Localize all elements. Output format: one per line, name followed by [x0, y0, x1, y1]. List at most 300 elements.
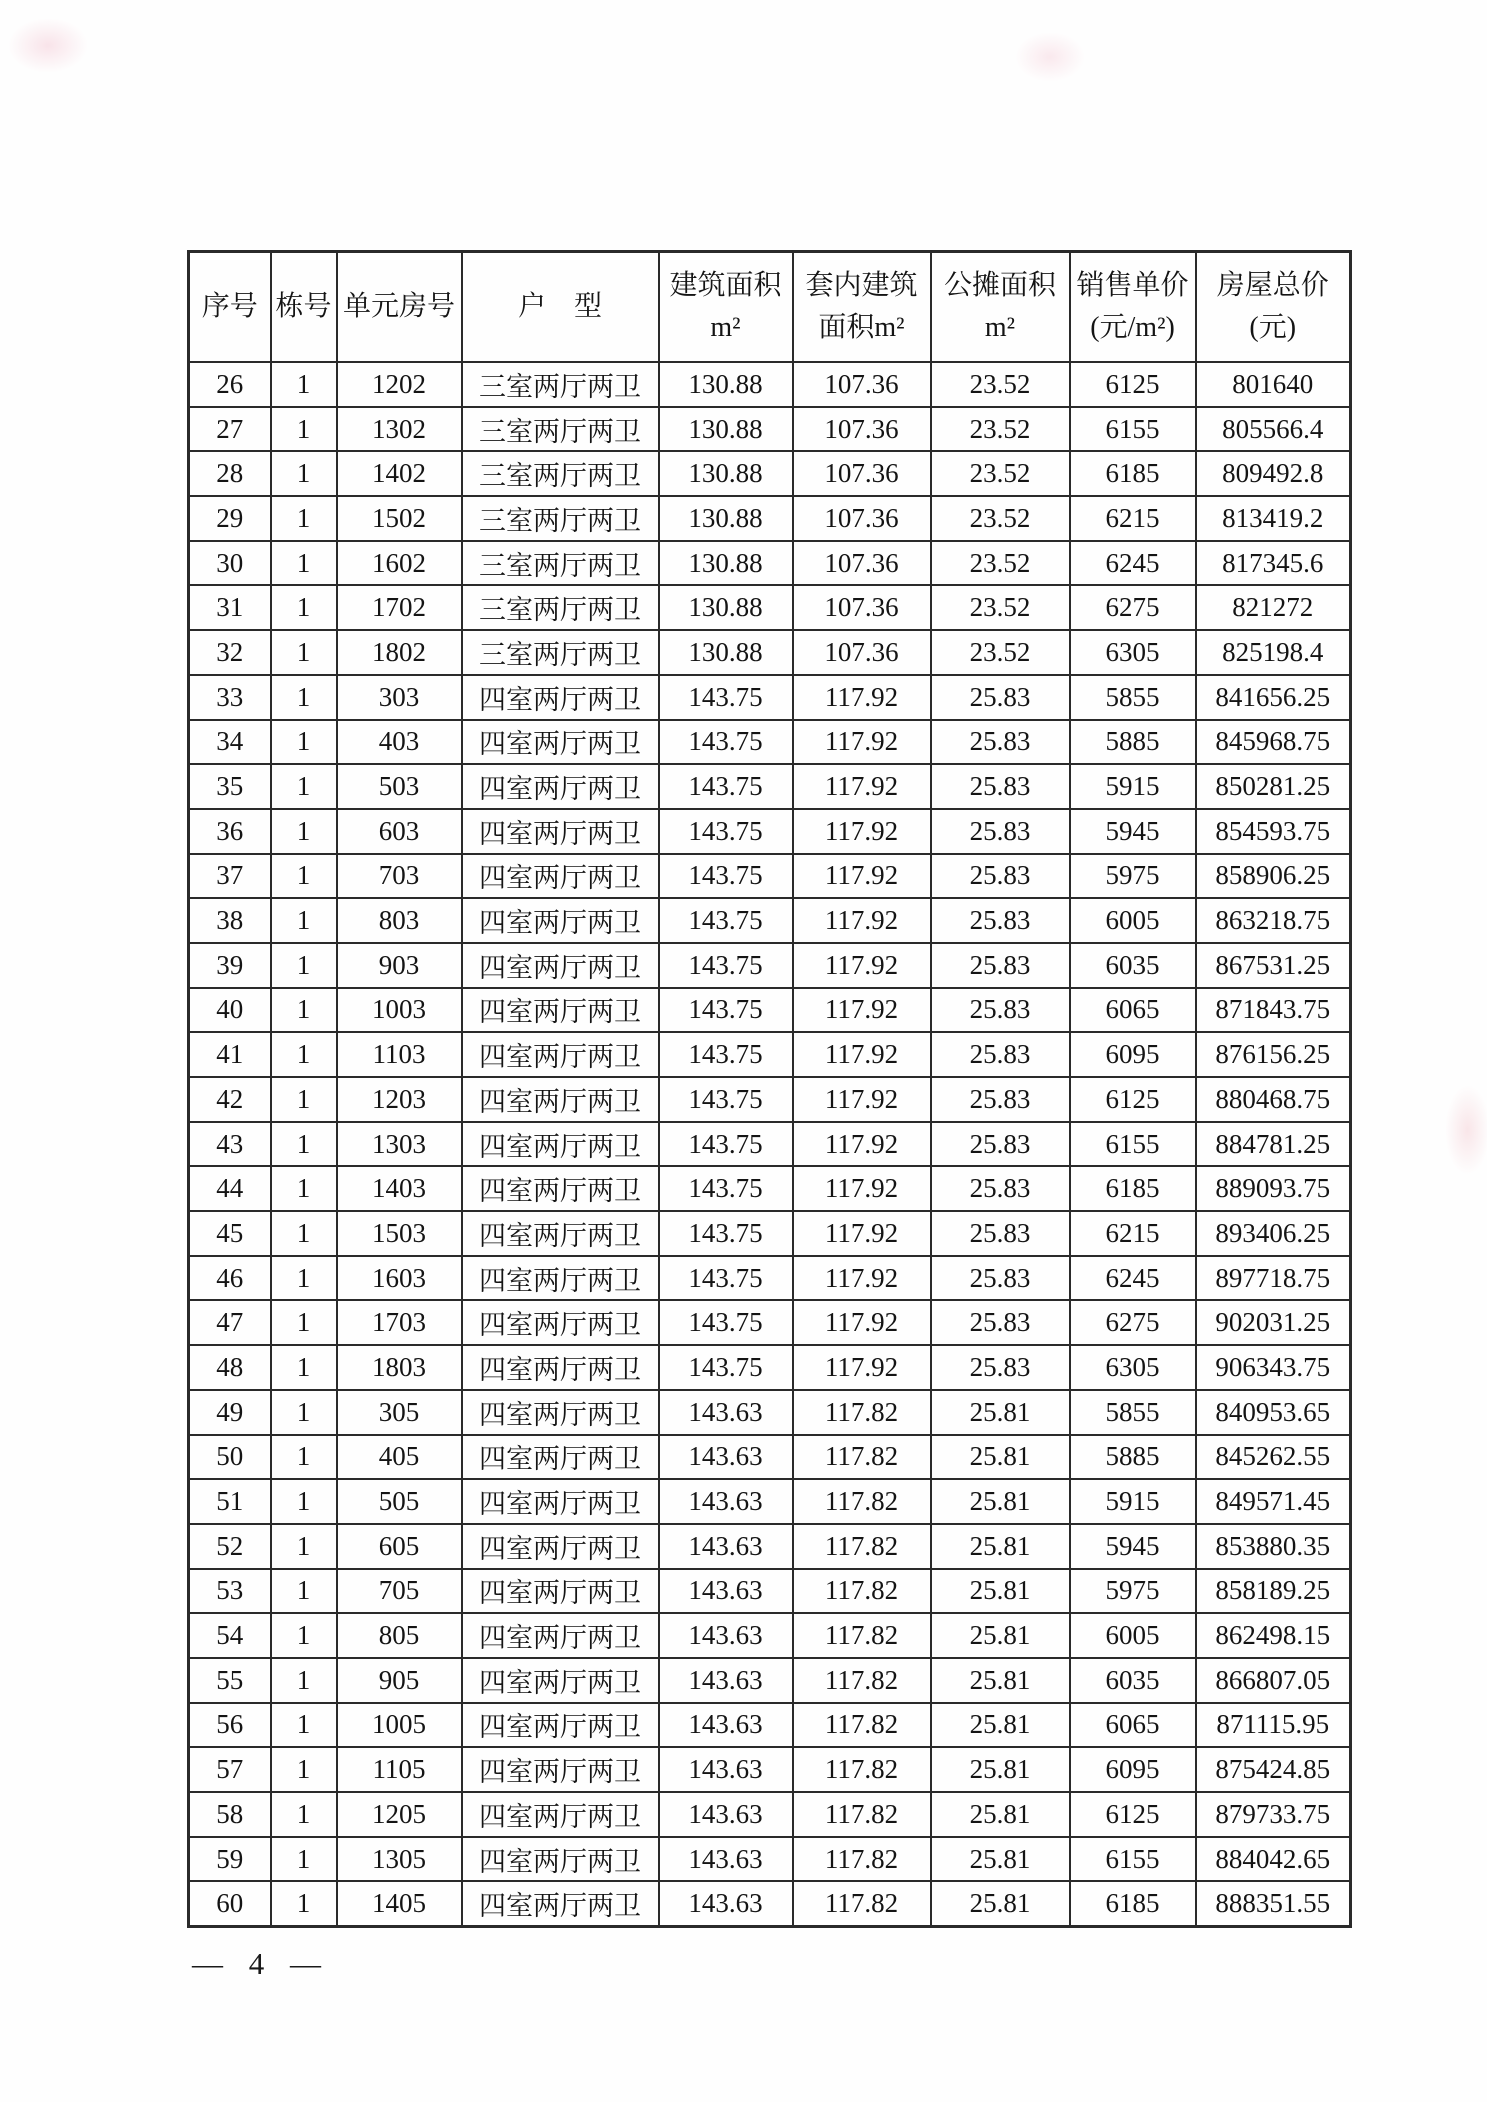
table-cell: 117.82 — [793, 1881, 931, 1926]
table-row — [189, 1524, 1351, 1569]
table-cell: 884042.65 — [1196, 1837, 1351, 1882]
table-cell: 6155 — [1070, 407, 1196, 452]
table-body — [189, 362, 1351, 1927]
column-header-unit-price — [1070, 252, 1196, 363]
scan-smudge — [1445, 1085, 1487, 1175]
table-cell: 143.63 — [659, 1703, 793, 1748]
table-cell: 四室两厅两卫 — [462, 1256, 659, 1301]
table-cell: 143.75 — [659, 720, 793, 765]
table-cell: 1 — [271, 1435, 337, 1480]
table-cell: 6035 — [1070, 1658, 1196, 1703]
table-cell: 27 — [189, 407, 271, 452]
table-cell: 143.75 — [659, 764, 793, 809]
table-cell: 25.83 — [931, 943, 1070, 988]
table-cell: 6305 — [1070, 630, 1196, 675]
table-cell: 1802 — [337, 630, 462, 675]
table-cell: 31 — [189, 585, 271, 630]
table-cell: 117.82 — [793, 1613, 931, 1658]
table-cell: 905 — [337, 1658, 462, 1703]
table-cell: 四室两厅两卫 — [462, 943, 659, 988]
table-row — [189, 541, 1351, 586]
table-cell: 805 — [337, 1613, 462, 1658]
table-cell: 889093.75 — [1196, 1166, 1351, 1211]
table-cell: 1 — [271, 943, 337, 988]
table-cell: 25.83 — [931, 764, 1070, 809]
table-cell: 6065 — [1070, 1703, 1196, 1748]
table-cell: 四室两厅两卫 — [462, 898, 659, 943]
table-cell: 四室两厅两卫 — [462, 1569, 659, 1614]
table-cell: 5915 — [1070, 1479, 1196, 1524]
table-cell: 25.81 — [931, 1524, 1070, 1569]
table-cell: 25.81 — [931, 1837, 1070, 1882]
table-cell: 862498.15 — [1196, 1613, 1351, 1658]
table-cell: 117.82 — [793, 1747, 931, 1792]
table-cell: 143.75 — [659, 1345, 793, 1390]
table-cell: 143.63 — [659, 1837, 793, 1882]
header-line1: 建筑面积 — [669, 270, 782, 301]
table-cell: 1 — [271, 1881, 337, 1926]
table-cell: 三室两厅两卫 — [462, 630, 659, 675]
table-cell: 41 — [189, 1032, 271, 1077]
table-cell: 803 — [337, 898, 462, 943]
table-cell: 26 — [189, 362, 271, 407]
table-cell: 30 — [189, 541, 271, 586]
table-row — [189, 1792, 1351, 1837]
table-cell: 1 — [271, 1345, 337, 1390]
table-cell: 53 — [189, 1569, 271, 1614]
table-cell: 51 — [189, 1479, 271, 1524]
table-cell: 863218.75 — [1196, 898, 1351, 943]
table-cell: 117.92 — [793, 1122, 931, 1167]
table-row — [189, 1569, 1351, 1614]
table-cell: 1 — [271, 720, 337, 765]
column-header-inner-area — [793, 252, 931, 363]
table-cell: 25.81 — [931, 1658, 1070, 1703]
header-line2: 面积m² — [818, 312, 905, 343]
table-cell: 25.83 — [931, 1211, 1070, 1256]
table-cell: 25.81 — [931, 1435, 1070, 1480]
table-cell: 1 — [271, 496, 337, 541]
table-cell: 117.82 — [793, 1658, 931, 1703]
table-cell: 25.81 — [931, 1792, 1070, 1837]
table-row — [189, 1435, 1351, 1480]
table-cell: 25.81 — [931, 1881, 1070, 1926]
table-cell: 6215 — [1070, 1211, 1196, 1256]
table-cell: 817345.6 — [1196, 541, 1351, 586]
table-cell: 849571.45 — [1196, 1479, 1351, 1524]
table-cell: 25.83 — [931, 1032, 1070, 1077]
table-cell: 143.63 — [659, 1881, 793, 1926]
table-row — [189, 720, 1351, 765]
table-cell: 四室两厅两卫 — [462, 854, 659, 899]
table-cell: 906343.75 — [1196, 1345, 1351, 1390]
table-cell: 143.63 — [659, 1390, 793, 1435]
table-cell: 25.83 — [931, 809, 1070, 854]
table-cell: 801640 — [1196, 362, 1351, 407]
table-cell: 四室两厅两卫 — [462, 1479, 659, 1524]
table-row — [189, 1479, 1351, 1524]
header-line2: m² — [984, 312, 1016, 343]
header-line1: 序号 — [201, 291, 258, 322]
table-row — [189, 1390, 1351, 1435]
table-cell: 1005 — [337, 1703, 462, 1748]
table-cell: 117.92 — [793, 1256, 931, 1301]
table-cell: 1 — [271, 1122, 337, 1167]
table-header — [189, 252, 1351, 363]
table-cell: 25.81 — [931, 1569, 1070, 1614]
table-cell: 107.36 — [793, 585, 931, 630]
table-cell: 603 — [337, 809, 462, 854]
table-cell: 117.92 — [793, 988, 931, 1033]
table-cell: 四室两厅两卫 — [462, 1077, 659, 1122]
column-header-unit-number — [337, 252, 462, 363]
header-line2: (元/m²) — [1090, 312, 1175, 343]
table-cell: 875424.85 — [1196, 1747, 1351, 1792]
table-cell: 49 — [189, 1390, 271, 1435]
table-cell: 四室两厅两卫 — [462, 1390, 659, 1435]
table-cell: 32 — [189, 630, 271, 675]
table-cell: 25.81 — [931, 1479, 1070, 1524]
table-cell: 四室两厅两卫 — [462, 1658, 659, 1703]
table-cell: 143.75 — [659, 675, 793, 720]
table-cell: 858906.25 — [1196, 854, 1351, 899]
table-cell: 四室两厅两卫 — [462, 1032, 659, 1077]
table-cell: 405 — [337, 1435, 462, 1480]
table-cell: 1 — [271, 854, 337, 899]
table-cell: 809492.8 — [1196, 451, 1351, 496]
table-cell: 879733.75 — [1196, 1792, 1351, 1837]
table-cell: 903 — [337, 943, 462, 988]
table-row — [189, 1256, 1351, 1301]
table-cell: 117.82 — [793, 1524, 931, 1569]
table-cell: 29 — [189, 496, 271, 541]
table-cell: 25.83 — [931, 1077, 1070, 1122]
table-cell: 6185 — [1070, 1166, 1196, 1211]
table-cell: 143.63 — [659, 1658, 793, 1703]
table-cell: 840953.65 — [1196, 1390, 1351, 1435]
table-cell: 845968.75 — [1196, 720, 1351, 765]
table-cell: 1703 — [337, 1300, 462, 1345]
table-cell: 1203 — [337, 1077, 462, 1122]
table-cell: 117.82 — [793, 1390, 931, 1435]
table-row — [189, 943, 1351, 988]
table-cell: 6125 — [1070, 1077, 1196, 1122]
table-cell: 25.83 — [931, 854, 1070, 899]
table-cell: 四室两厅两卫 — [462, 764, 659, 809]
table-cell: 845262.55 — [1196, 1435, 1351, 1480]
table-cell: 42 — [189, 1077, 271, 1122]
table-cell: 6005 — [1070, 1613, 1196, 1658]
table-cell: 897718.75 — [1196, 1256, 1351, 1301]
table-cell: 四室两厅两卫 — [462, 1211, 659, 1256]
table-cell: 5855 — [1070, 1390, 1196, 1435]
header-line1: 房屋总价 — [1216, 270, 1329, 301]
table-cell: 850281.25 — [1196, 764, 1351, 809]
table-cell: 1202 — [337, 362, 462, 407]
column-header-building — [271, 252, 337, 363]
table-cell: 1 — [271, 541, 337, 586]
table-cell: 5855 — [1070, 675, 1196, 720]
table-cell: 143.75 — [659, 809, 793, 854]
table-cell: 1305 — [337, 1837, 462, 1882]
table-cell: 117.92 — [793, 809, 931, 854]
table-cell: 1 — [271, 1837, 337, 1882]
table-cell: 6185 — [1070, 1881, 1196, 1926]
header-line1: 单元房号 — [342, 291, 455, 322]
table-cell: 5915 — [1070, 764, 1196, 809]
scan-smudge — [8, 18, 88, 73]
table-cell: 5885 — [1070, 1435, 1196, 1480]
table-cell: 6215 — [1070, 496, 1196, 541]
table-cell: 25.83 — [931, 675, 1070, 720]
table-cell: 703 — [337, 854, 462, 899]
table-cell: 1 — [271, 988, 337, 1033]
table-cell: 25.83 — [931, 898, 1070, 943]
header-line2: (元) — [1249, 312, 1297, 343]
table-cell: 605 — [337, 1524, 462, 1569]
table-cell: 853880.35 — [1196, 1524, 1351, 1569]
table-cell: 四室两厅两卫 — [462, 809, 659, 854]
table-cell: 25.83 — [931, 720, 1070, 765]
table-cell: 143.63 — [659, 1524, 793, 1569]
table-cell: 23.52 — [931, 630, 1070, 675]
table-cell: 四室两厅两卫 — [462, 1703, 659, 1748]
table-cell: 三室两厅两卫 — [462, 407, 659, 452]
table-cell: 880468.75 — [1196, 1077, 1351, 1122]
table-row — [189, 854, 1351, 899]
table-cell: 1402 — [337, 451, 462, 496]
table-cell: 三室两厅两卫 — [462, 541, 659, 586]
table-cell: 23.52 — [931, 541, 1070, 586]
table-cell: 117.82 — [793, 1792, 931, 1837]
table-cell: 305 — [337, 1390, 462, 1435]
table-cell: 23.52 — [931, 407, 1070, 452]
table-cell: 813419.2 — [1196, 496, 1351, 541]
header-line1: 户 型 — [517, 291, 602, 322]
table-row — [189, 496, 1351, 541]
table-cell: 107.36 — [793, 362, 931, 407]
table-cell: 四室两厅两卫 — [462, 1435, 659, 1480]
table-cell: 505 — [337, 1479, 462, 1524]
table-cell: 6095 — [1070, 1747, 1196, 1792]
table-cell: 1 — [271, 1569, 337, 1614]
table-cell: 117.82 — [793, 1435, 931, 1480]
table-cell: 四室两厅两卫 — [462, 988, 659, 1033]
table-row — [189, 1300, 1351, 1345]
header-line2: m² — [710, 312, 741, 343]
table-cell: 503 — [337, 764, 462, 809]
table-cell: 四室两厅两卫 — [462, 720, 659, 765]
table-row — [189, 362, 1351, 407]
table-cell: 25.83 — [931, 1345, 1070, 1390]
table-cell: 6125 — [1070, 362, 1196, 407]
table-cell: 403 — [337, 720, 462, 765]
table-cell: 107.36 — [793, 630, 931, 675]
table-row — [189, 1122, 1351, 1167]
table-cell: 25.83 — [931, 1166, 1070, 1211]
table-cell: 6185 — [1070, 451, 1196, 496]
table-cell: 25.81 — [931, 1390, 1070, 1435]
table-cell: 117.82 — [793, 1479, 931, 1524]
table-cell: 1 — [271, 1166, 337, 1211]
table-cell: 35 — [189, 764, 271, 809]
column-header-layout — [462, 252, 659, 363]
table-cell: 107.36 — [793, 541, 931, 586]
table-cell: 25.83 — [931, 1256, 1070, 1301]
table-cell: 33 — [189, 675, 271, 720]
table-cell: 6035 — [1070, 943, 1196, 988]
table-row — [189, 1837, 1351, 1882]
table-cell: 705 — [337, 1569, 462, 1614]
table-cell: 117.92 — [793, 1345, 931, 1390]
table-row — [189, 1032, 1351, 1077]
table-cell: 143.75 — [659, 1032, 793, 1077]
table-cell: 1302 — [337, 407, 462, 452]
table-cell: 1 — [271, 362, 337, 407]
table-cell: 117.92 — [793, 720, 931, 765]
table-row — [189, 898, 1351, 943]
table-cell: 130.88 — [659, 585, 793, 630]
table-cell: 1 — [271, 407, 337, 452]
table-row — [189, 1613, 1351, 1658]
table-cell: 1803 — [337, 1345, 462, 1390]
table-cell: 871843.75 — [1196, 988, 1351, 1033]
table-cell: 四室两厅两卫 — [462, 1747, 659, 1792]
table-cell: 1702 — [337, 585, 462, 630]
table-cell: 1105 — [337, 1747, 462, 1792]
table-cell: 5945 — [1070, 1524, 1196, 1569]
table-cell: 1205 — [337, 1792, 462, 1837]
table-cell: 6275 — [1070, 1300, 1196, 1345]
table-cell: 866807.05 — [1196, 1658, 1351, 1703]
table-cell: 893406.25 — [1196, 1211, 1351, 1256]
table-cell: 50 — [189, 1435, 271, 1480]
table-cell: 1 — [271, 1256, 337, 1301]
table-cell: 107.36 — [793, 451, 931, 496]
column-header-gross-area — [659, 252, 793, 363]
table-cell: 25.81 — [931, 1703, 1070, 1748]
table-cell: 143.75 — [659, 1256, 793, 1301]
table-cell: 6275 — [1070, 585, 1196, 630]
table-cell: 37 — [189, 854, 271, 899]
table-row — [189, 1345, 1351, 1390]
table-row — [189, 1211, 1351, 1256]
table-cell: 805566.4 — [1196, 407, 1351, 452]
table-cell: 40 — [189, 988, 271, 1033]
table-cell: 25.83 — [931, 1122, 1070, 1167]
table-row — [189, 1658, 1351, 1703]
table-row — [189, 407, 1351, 452]
table-cell: 57 — [189, 1747, 271, 1792]
table-cell: 143.75 — [659, 1166, 793, 1211]
table-cell: 23.52 — [931, 451, 1070, 496]
table-cell: 117.92 — [793, 854, 931, 899]
table-cell: 130.88 — [659, 630, 793, 675]
table-cell: 36 — [189, 809, 271, 854]
table-cell: 1403 — [337, 1166, 462, 1211]
table-cell: 143.75 — [659, 1077, 793, 1122]
table-cell: 5975 — [1070, 1569, 1196, 1614]
table-cell: 四室两厅两卫 — [462, 1792, 659, 1837]
table-cell: 130.88 — [659, 362, 793, 407]
table-cell: 143.63 — [659, 1613, 793, 1658]
table-cell: 117.92 — [793, 1166, 931, 1211]
table-cell: 117.92 — [793, 943, 931, 988]
table-cell: 841656.25 — [1196, 675, 1351, 720]
table-row — [189, 1703, 1351, 1748]
table-cell: 107.36 — [793, 407, 931, 452]
table-cell: 1 — [271, 809, 337, 854]
header-line1: 套内建筑 — [805, 270, 918, 301]
table-cell: 1 — [271, 1300, 337, 1345]
table-cell: 130.88 — [659, 541, 793, 586]
table-cell: 1 — [271, 1792, 337, 1837]
table-cell: 871115.95 — [1196, 1703, 1351, 1748]
table-cell: 四室两厅两卫 — [462, 1300, 659, 1345]
table-cell: 52 — [189, 1524, 271, 1569]
table-cell: 1303 — [337, 1122, 462, 1167]
table-cell: 60 — [189, 1881, 271, 1926]
table-cell: 1 — [271, 1479, 337, 1524]
table-cell: 143.75 — [659, 1211, 793, 1256]
table-cell: 四室两厅两卫 — [462, 1166, 659, 1211]
table-cell: 25.81 — [931, 1613, 1070, 1658]
header-line1: 公摊面积 — [943, 270, 1056, 301]
table-cell: 43 — [189, 1122, 271, 1167]
table-cell: 1 — [271, 1747, 337, 1792]
table-cell: 25.83 — [931, 988, 1070, 1033]
table-cell: 303 — [337, 675, 462, 720]
table-cell: 117.92 — [793, 1032, 931, 1077]
table-cell: 117.92 — [793, 764, 931, 809]
table-cell: 四室两厅两卫 — [462, 1837, 659, 1882]
table-cell: 117.82 — [793, 1569, 931, 1614]
table-cell: 1 — [271, 898, 337, 943]
table-cell: 6245 — [1070, 1256, 1196, 1301]
table-cell: 143.63 — [659, 1479, 793, 1524]
table-row — [189, 585, 1351, 630]
table-cell: 1 — [271, 1077, 337, 1122]
table-cell: 四室两厅两卫 — [462, 1122, 659, 1167]
table-cell: 143.63 — [659, 1569, 793, 1614]
table-cell: 39 — [189, 943, 271, 988]
table-cell: 59 — [189, 1837, 271, 1882]
table-cell: 5975 — [1070, 854, 1196, 899]
table-cell: 四室两厅两卫 — [462, 1881, 659, 1926]
header-line1: 销售单价 — [1076, 270, 1189, 301]
table-cell: 1 — [271, 1703, 337, 1748]
table-row — [189, 675, 1351, 720]
table-cell: 25.81 — [931, 1747, 1070, 1792]
page-number: — 4 — — [192, 1946, 330, 1981]
table-cell: 143.75 — [659, 898, 793, 943]
table-cell: 1 — [271, 1613, 337, 1658]
table-cell: 130.88 — [659, 451, 793, 496]
table-cell: 58 — [189, 1792, 271, 1837]
table-cell: 三室两厅两卫 — [462, 585, 659, 630]
table-cell: 130.88 — [659, 496, 793, 541]
scan-smudge — [1015, 32, 1085, 82]
table-cell: 821272 — [1196, 585, 1351, 630]
table-cell: 1 — [271, 1524, 337, 1569]
column-header-shared-area — [931, 252, 1070, 363]
housing-price-table — [187, 250, 1352, 1928]
table-cell: 1602 — [337, 541, 462, 586]
column-header-index — [189, 252, 271, 363]
table-cell: 117.92 — [793, 1211, 931, 1256]
table-cell: 1405 — [337, 1881, 462, 1926]
column-header-total-price — [1196, 252, 1351, 363]
